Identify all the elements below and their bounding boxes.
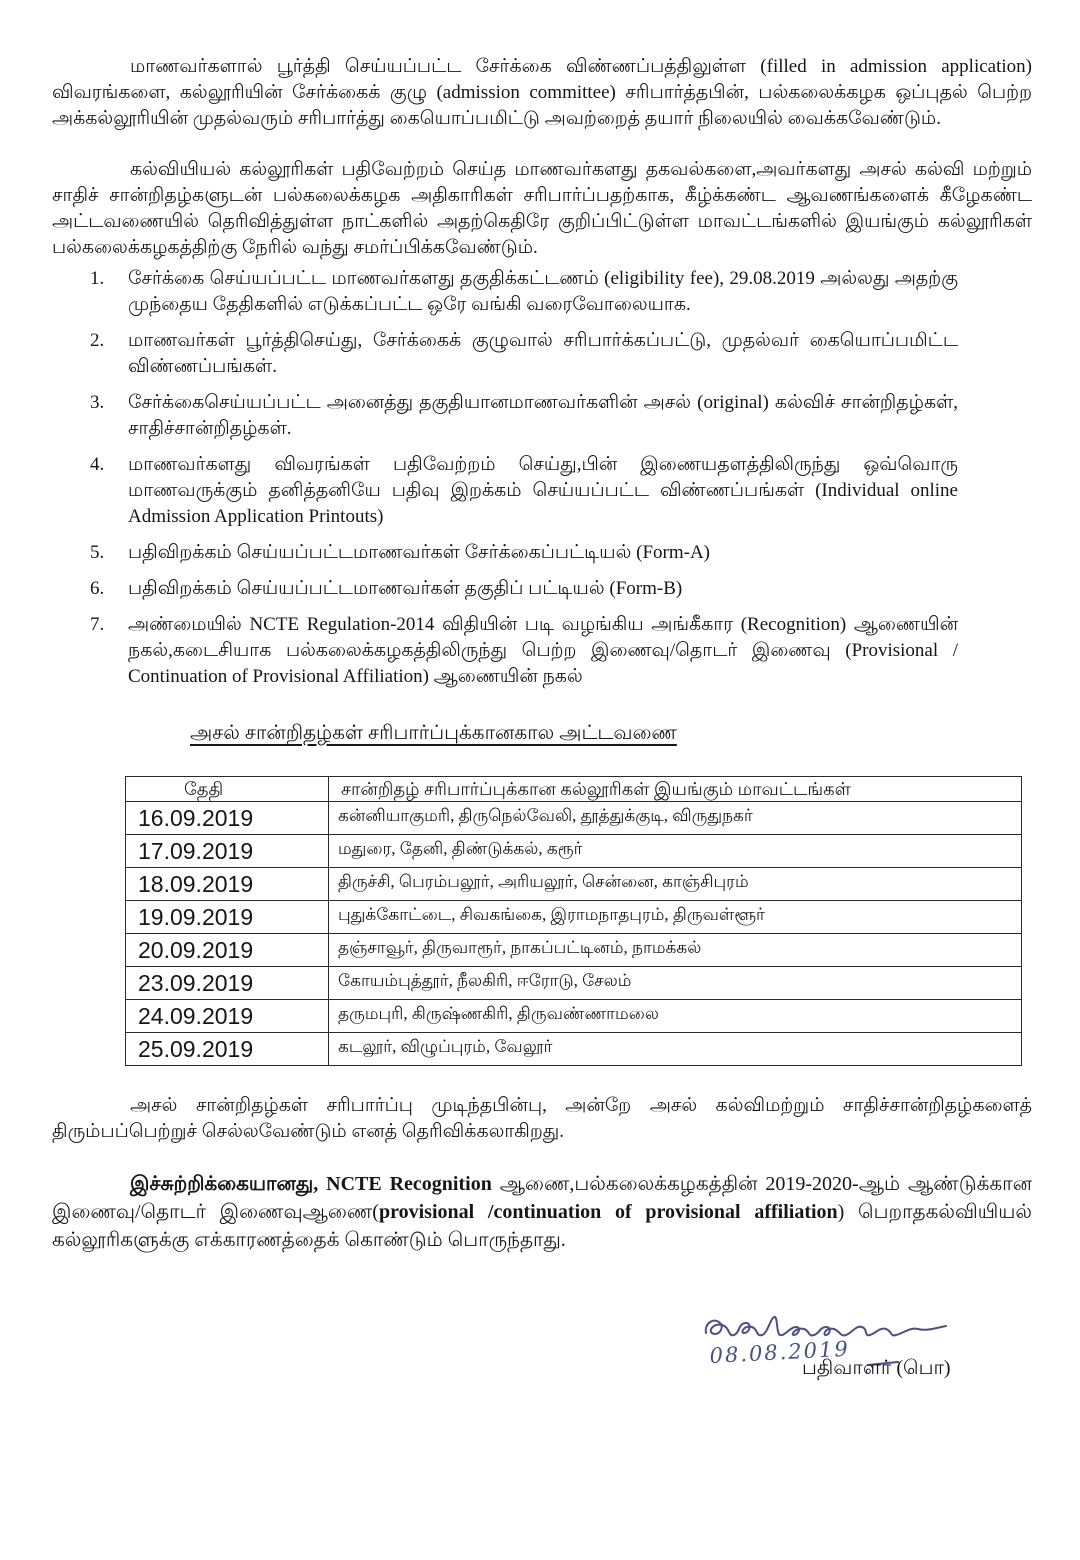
schedule-districts: தருமபுரி, கிருஷ்ணகிரி, திருவண்ணாமலை	[329, 1000, 1022, 1033]
requirement-item	[90, 576, 958, 602]
requirement-text: சேர்க்கை செய்யப்பட்ட மாணவர்களது தகுதிக்கட்டணம் (eligibility fee), 29.08.2019 அல்லது அதற்கு முந்தைய தேதிகளில் எடுக்கப்பட்ட ஒரே வங்கி வரைவோலையாக.	[128, 268, 958, 315]
return-certificates-note: அசல் சான்றிதழ்கள் சரிபார்ப்பு முடிந்தபின்பு, அன்றே அசல் கல்விமற்றும் சாதிச்சான்றிதழ்களைத் திரும்பப்பெற்றுச் செல்லவேண்டும் எனத் தெரிவிக்கலாகிறது.	[52, 1095, 1032, 1142]
schedule-date: 16.09.2019	[126, 802, 329, 835]
schedule-header-date: தேதி	[126, 777, 329, 802]
schedule-districts: கடலூர், விழுப்புரம், வேலூர்	[329, 1033, 1022, 1066]
requirement-item	[90, 452, 958, 530]
requirements-list	[90, 266, 958, 690]
schedule-districts: கன்னியாகுமரி, திருநெல்வேலி, தூத்துக்குடி, விருதுநகர்	[329, 802, 1022, 835]
schedule-row	[126, 1033, 1022, 1066]
document-submission-paragraph: கல்வியியல் கல்லூரிகள் பதிவேற்றம் செய்த மாணவர்களது தகவல்களை,அவர்களது அசல் கல்வி மற்றும் சாதிச் சான்றிதழ்களுடன் பல்கலைக்கழக அதிகாரிகள் சரிபார்ப்பதற்காக, கீழ்க்கண்ட ஆவணங்களைக் கீழேகண்ட அட்டவணையில் தெரிவித்துள்ள நாட்களில் அதற்கெதிரே குறிப்பிட்டுள்ள மாவட்டங்களில் இயங்கும் கல்லூரிகள் பல்கலைக்கழகத்திற்கு நேரில் வந்து சமர்ப்பிக்கவேண்டும்.	[52, 159, 1032, 258]
schedule-row	[126, 967, 1022, 1000]
requirement-number: 2.	[90, 330, 105, 351]
schedule-date: 19.09.2019	[126, 901, 329, 934]
schedule-date: 23.09.2019	[126, 967, 329, 1000]
requirement-number: 5.	[90, 542, 105, 563]
schedule-row	[126, 802, 1022, 835]
applicability-note-bold-segment: இச்சுற்றிக்கையானது, NCTE Recognition	[130, 1173, 492, 1195]
requirement-item	[90, 540, 958, 566]
schedule-header-districts: சான்றிதழ் சரிபார்ப்புக்கான கல்லூரிகள் இயங்கும் மாவட்டங்கள்	[329, 777, 1022, 802]
requirement-text: மாணவர்களது விவரங்கள் பதிவேற்றம் செய்து,பின் இணையதளத்திலிருந்து ஒவ்வொரு மாணவருக்கும் தனித்தனியே பதிவு இறக்கம் செய்யப்பட்ட விண்ணப்பங்கள் (Individual online Admission Application Printouts)	[128, 454, 958, 527]
requirement-item	[90, 328, 958, 380]
schedule-districts: கோயம்புத்தூர், நீலகிரி, ஈரோடு, சேலம்	[329, 967, 1022, 1000]
schedule-title-text: அசல் சான்றிதழ்கள் சரிபார்ப்புக்கானகால அட்டவணை	[190, 722, 677, 744]
requirement-item	[90, 612, 958, 690]
requirement-item	[90, 266, 958, 318]
schedule-districts: புதுக்கோட்டை, சிவகங்கை, இராமநாதபுரம், திருவள்ளூர்	[329, 901, 1022, 934]
schedule-date: 25.09.2019	[126, 1033, 329, 1066]
schedule-title	[52, 720, 1032, 746]
requirement-item	[90, 390, 958, 442]
schedule-date: 20.09.2019	[126, 934, 329, 967]
requirement-number: 4.	[90, 454, 105, 475]
admission-application-paragraph: மாணவர்களால் பூர்த்தி செய்யப்பட்ட சேர்க்கை விண்ணப்பத்திலுள்ள (filled in admission application) விவரங்களை, கல்லூரியின் சேர்க்கைக் குழு (admission committee) சரிபார்த்தபின், பல்கலைக்கழக ஒப்புதல் பெற்ற அக்கல்லூரியின் முதல்வரும் சரிபார்த்து கையொப்பமிட்டு அவற்றைத் தயார் நிலையில் வைக்கவேண்டும்.	[52, 56, 1032, 129]
signature-date: 08.08.2019	[709, 1336, 851, 1368]
schedule-date: 17.09.2019	[126, 835, 329, 868]
requirement-number: 3.	[90, 392, 105, 413]
requirement-number: 7.	[90, 614, 105, 635]
registrar-designation: பதிவாளர் (பொ)	[802, 1357, 951, 1379]
schedule-row	[126, 934, 1022, 967]
schedule-row	[126, 868, 1022, 901]
requirement-text: மாணவர்கள் பூர்த்திசெய்து, சேர்க்கைக் குழுவால் சரிபார்க்கப்பட்டு, முதல்வர் கையொப்பமிட்ட விண்ணப்பங்கள்.	[128, 330, 958, 377]
schedule-districts: மதுரை, தேனி, திண்டுக்கல், கரூர்	[329, 835, 1022, 868]
requirement-text: சேர்க்கைசெய்யப்பட்ட அனைத்து தகுதியானமாணவர்களின் அசல் (original) கல்விச் சான்றிதழ்கள், சாதிச்சான்றிதழ்கள்.	[128, 392, 958, 439]
schedule-row	[126, 835, 1022, 868]
schedule-table	[125, 776, 1022, 1066]
requirement-text: பதிவிறக்கம் செய்யப்பட்டமாணவர்கள் தகுதிப் பட்டியல் (Form-B)	[128, 578, 683, 599]
applicability-note	[52, 1170, 1032, 1254]
registrar-signature-block	[52, 1311, 1032, 1383]
schedule-row	[126, 1000, 1022, 1033]
requirement-number: 1.	[90, 268, 105, 289]
requirement-text: அண்மையில் NCTE Regulation-2014 விதியின் படி வழங்கிய அங்கீகார (Recognition) ஆணையின் நகல்,கடைசியாக பல்கலைக்கழகத்திலிருந்து பெற்ற இணைவு/தொடர் இணைவு (Provisional / Continuation of Provisional Affiliation) ஆணையின் நகல்	[128, 614, 958, 687]
applicability-note-segment: ஆணை,பல்கலைக்கழகத்தின் 2019-2020-ஆம் ஆண்டுக்கான இணைவு/தொடர் இணைவுஆணை(	[52, 1173, 1033, 1223]
schedule-districts: திருச்சி, பெரம்பலூர், அரியலூர், சென்னை, காஞ்சிபுரம்	[329, 868, 1022, 901]
schedule-date: 18.09.2019	[126, 868, 329, 901]
requirement-number: 6.	[90, 578, 105, 599]
schedule-row	[126, 901, 1022, 934]
applicability-note-bold-segment: provisional /continuation of provisional affiliation	[378, 1201, 838, 1223]
requirement-text: பதிவிறக்கம் செய்யப்பட்டமாணவர்கள் சேர்க்கைப்பட்டியல் (Form-A)	[128, 542, 710, 563]
schedule-date: 24.09.2019	[126, 1000, 329, 1033]
applicability-note-segment: ) பெறாதகல்வியியல் கல்லூரிகளுக்கு எக்காரணத்தைக் கொண்டும் பொருந்தாது.	[52, 1201, 1033, 1251]
schedule-header-row	[126, 777, 1022, 802]
schedule-districts: தஞ்சாவூர், திருவாரூர், நாகப்பட்டினம், நாமக்கல்	[329, 934, 1022, 967]
